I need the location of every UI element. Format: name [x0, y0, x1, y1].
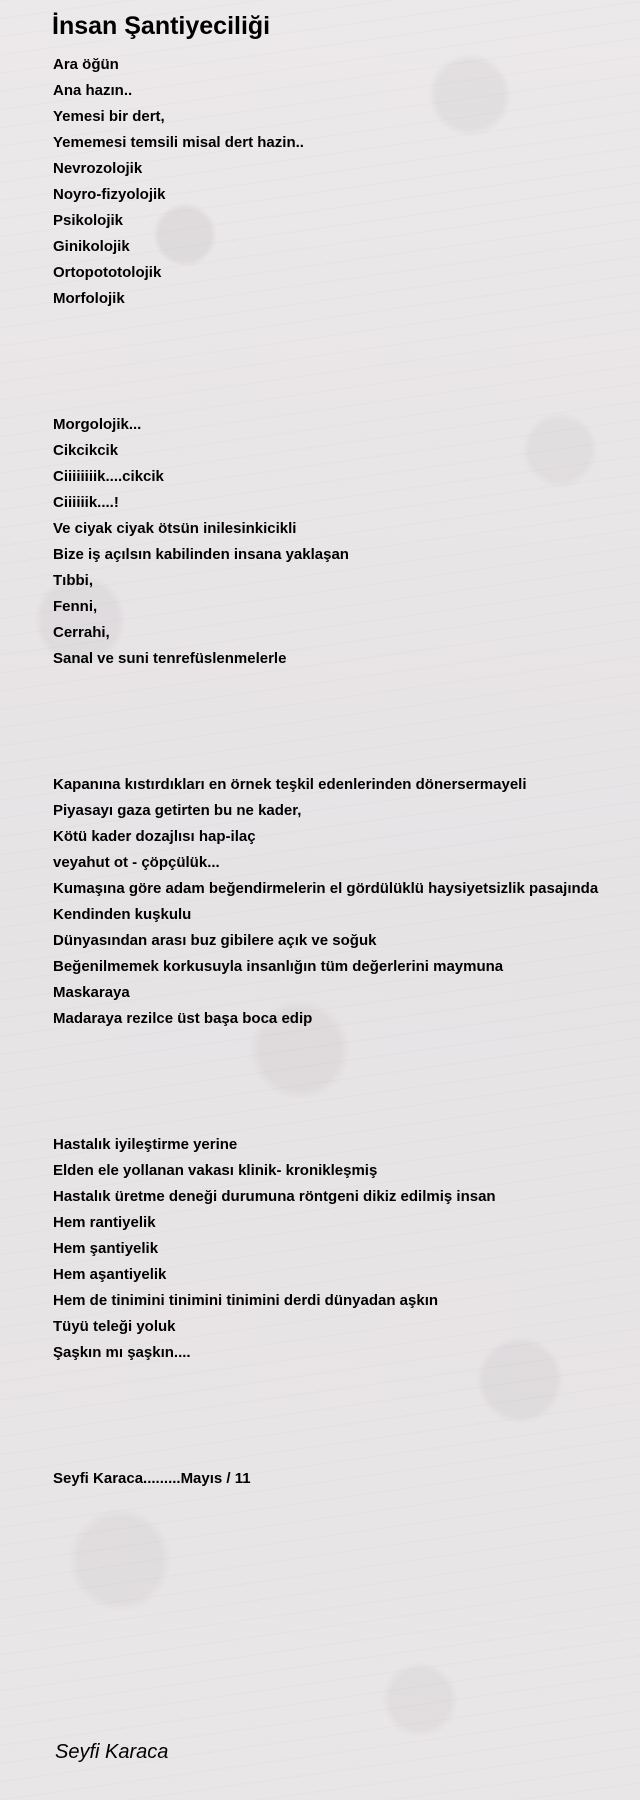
- poem-line: Ciiiiiik....!: [53, 494, 119, 511]
- poem-line: Yememesi temsili misal dert hazin..: [53, 134, 304, 151]
- stanza-1: [53, 52, 638, 312]
- poem-line: Beğenilmemek korkusuyla insanlığın tüm değerlerini maymuna: [53, 958, 504, 975]
- poem-line: Hem aşantiyelik: [53, 1266, 167, 1283]
- poem-line: Ortopototolojik: [53, 264, 162, 281]
- poem-line: Morgolojik...: [53, 416, 142, 433]
- poem-line: Tüyü teleği yoluk: [53, 1318, 176, 1335]
- poem-line: Kendinden kuşkulu: [53, 906, 192, 923]
- poem-line: Şaşkın mı şaşkın....: [53, 1344, 191, 1361]
- poem-line: Kötü kader dozajlısı hap-ilaç: [53, 828, 256, 845]
- poem-line: Yemesi bir dert,: [53, 108, 165, 125]
- poem-line: Ginikolojik: [53, 238, 130, 255]
- poem-line: Noyro-fizyolojik: [53, 186, 166, 203]
- poem-line: Hem de tinimini tinimini tinimini derdi dünyadan aşkın: [53, 1292, 439, 1309]
- poem-line: Ciiiiiiiik....cikcik: [53, 468, 164, 485]
- stanza-3: [53, 772, 638, 1032]
- poem-line: Tıbbi,: [53, 572, 93, 589]
- poem-line: Maskaraya: [53, 984, 130, 1001]
- stanza-spacer: [53, 312, 638, 412]
- poem-line: Ara öğün: [53, 56, 119, 73]
- stanza-spacer: [53, 1032, 638, 1132]
- poem-line: Morfolojik: [53, 290, 125, 307]
- poem-line: Kapanına kıstırdıkları en örnek teşkil edenlerinden dönersermayeli: [53, 776, 527, 793]
- poem-line: Dünyasından arası buz gibilere açık ve soğuk: [53, 932, 377, 949]
- poem-line: Nevrozolojik: [53, 160, 143, 177]
- poem-title: İnsan Şantiyeciliği: [52, 12, 271, 40]
- poem-line: Hem şantiyelik: [53, 1240, 159, 1257]
- poem-signature-line: Seyfi Karaca.........Mayıs / 11: [53, 1470, 251, 1487]
- poem-line: Cerrahi,: [53, 624, 110, 641]
- poem-line: Madaraya rezilce üst başa boca edip: [53, 1010, 313, 1027]
- stanza-4: [53, 1132, 638, 1366]
- poem-body: [53, 52, 638, 1492]
- poem-line: Bize iş açılsın kabilinden insana yaklaşan: [53, 546, 349, 563]
- stanza-2: [53, 412, 638, 672]
- poem-line: Psikolojik: [53, 212, 124, 229]
- poem-line: veyahut ot - çöpçülük...: [53, 854, 220, 871]
- stanza-spacer: [53, 1366, 638, 1466]
- poem-line: Elden ele yollanan vakası klinik- kronikleşmiş: [53, 1162, 378, 1179]
- poem-line: Hem rantiyelik: [53, 1214, 156, 1231]
- poem-line: Sanal ve suni tenrefüslenmelerle: [53, 650, 287, 667]
- poem-line: Hastalık iyileştirme yerine: [53, 1136, 238, 1153]
- poem-line: Piyasayı gaza getirten bu ne kader,: [53, 802, 302, 819]
- poem-line: Ana hazın..: [53, 82, 133, 99]
- poem-line: Cikcikcik: [53, 442, 119, 459]
- poem-line: Kumaşına göre adam beğendirmelerin el gördülüklü haysiyetsizlik pasajında: [53, 880, 599, 897]
- poem-line: Ve ciyak ciyak ötsün inilesinkicikli: [53, 520, 297, 537]
- poem-line: Fenni,: [53, 598, 98, 615]
- stanza-spacer: [53, 672, 638, 772]
- author-name: Seyfi Karaca: [55, 1741, 169, 1763]
- poem-line: Hastalık üretme deneği durumuna röntgeni dikiz edilmiş insan: [53, 1188, 496, 1205]
